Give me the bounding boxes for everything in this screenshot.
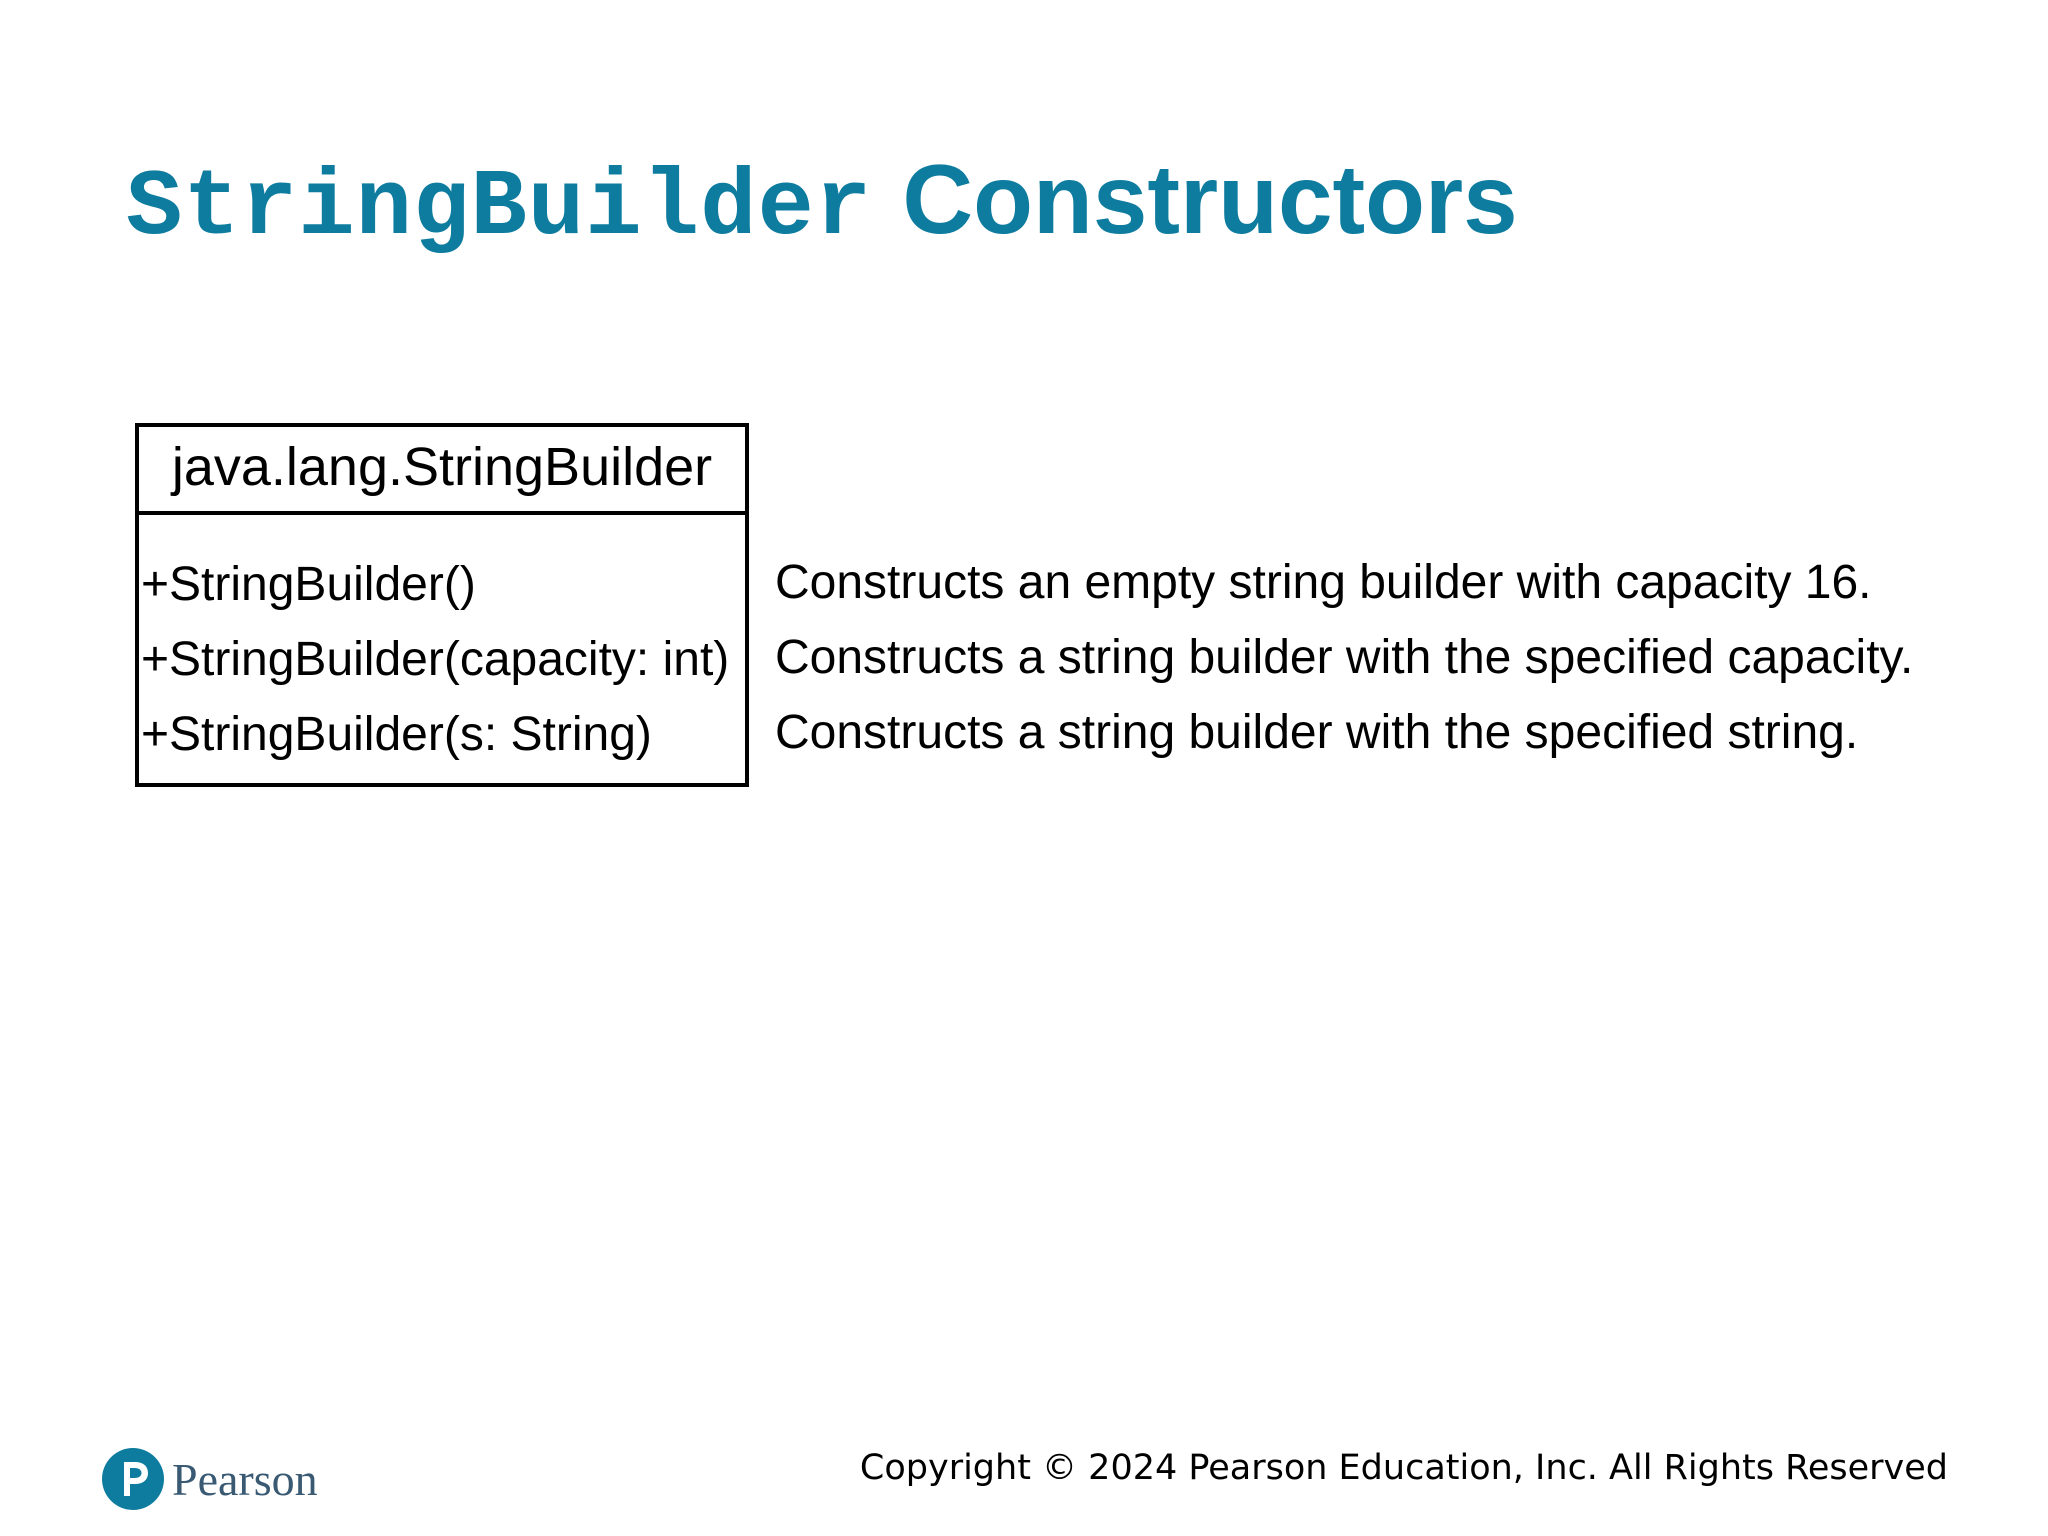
copyright-notice: Copyright © 2024 Pearson Education, Inc. All Rights Reserved xyxy=(859,1448,1948,1488)
uml-constructor: +StringBuilder() xyxy=(141,558,476,611)
constructor-description: Constructs a string builder with the specified capacity. xyxy=(775,631,1914,684)
uml-class-name: java.lang.StringBuilder xyxy=(139,427,745,515)
title-class-name: StringBuilder xyxy=(126,156,873,262)
pearson-p-icon xyxy=(100,1446,166,1512)
uml-constructor: +StringBuilder(s: String) xyxy=(141,708,652,761)
uml-class-box xyxy=(135,423,749,787)
constructor-description: Constructs an empty string builder with capacity 16. xyxy=(775,556,1872,609)
uml-constructor-list xyxy=(139,547,745,772)
constructor-description: Constructs a string builder with the specified string. xyxy=(775,706,1859,759)
constructor-descriptions xyxy=(775,545,1913,770)
title-text: Constructors xyxy=(902,144,1518,254)
pearson-logo-text: Pearson xyxy=(172,1453,318,1505)
pearson-logo xyxy=(100,1446,318,1512)
uml-constructor: +StringBuilder(capacity: int) xyxy=(141,633,730,686)
slide-title xyxy=(126,144,1518,262)
